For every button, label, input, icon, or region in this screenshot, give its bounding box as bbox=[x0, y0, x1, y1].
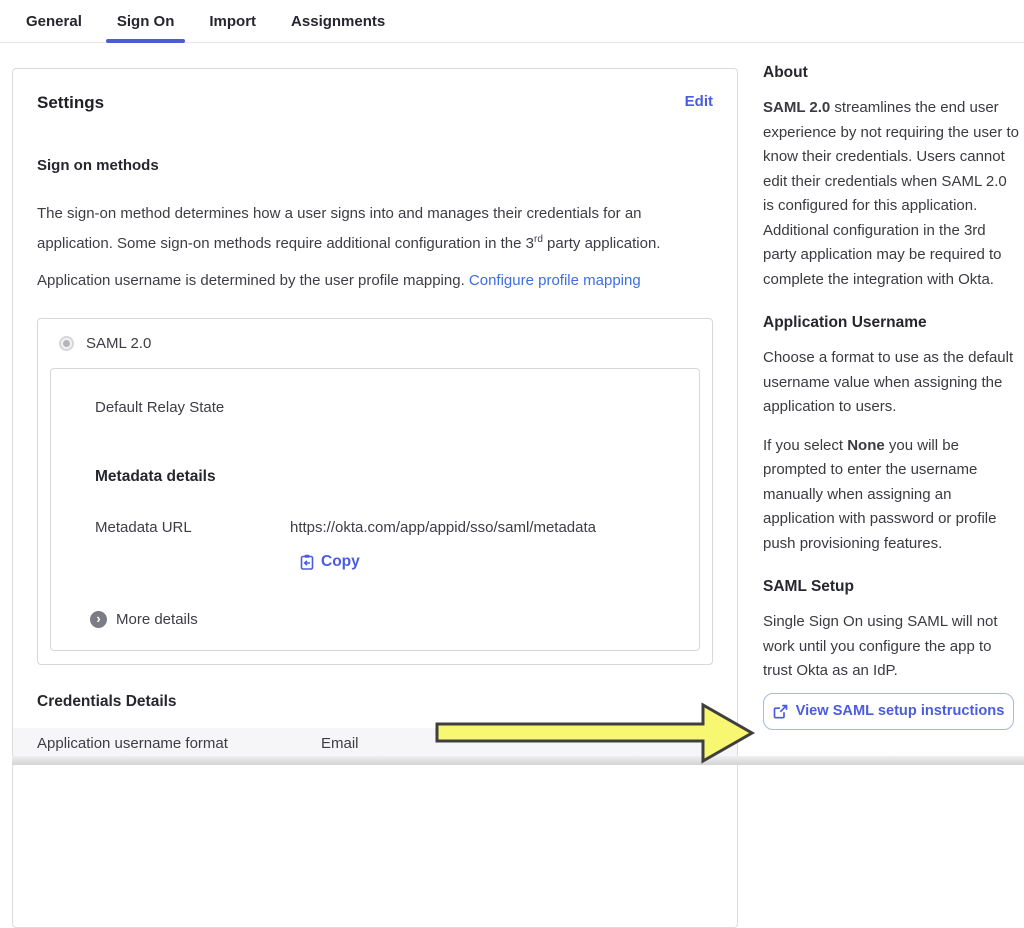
settings-card-header bbox=[13, 69, 737, 113]
metadata-url-row bbox=[95, 519, 679, 536]
tab-general[interactable]: General bbox=[26, 12, 82, 30]
external-link-icon bbox=[773, 704, 788, 719]
tab-import[interactable]: Import bbox=[209, 12, 257, 30]
clipboard-copy-icon bbox=[300, 554, 314, 570]
saml-radio-row[interactable] bbox=[50, 333, 700, 355]
metadata-details-heading: Metadata details bbox=[95, 467, 216, 485]
configure-profile-mapping-link[interactable]: Configure profile mapping bbox=[468, 272, 641, 289]
default-relay-state-label: Default Relay State bbox=[95, 398, 225, 416]
copy-button[interactable] bbox=[300, 553, 679, 571]
tab-sign-on[interactable]: Sign On bbox=[106, 0, 186, 42]
sign-on-methods-description: The sign-on method determines how a user signs into and manages their credentials for an application. Some sign-on methods require additional configuration in the 3rd party application. bbox=[37, 205, 661, 252]
chevron-circle-right-icon: › bbox=[90, 611, 107, 628]
sign-on-methods-heading: Sign on methods bbox=[37, 157, 159, 174]
ordinal-superscript: rd bbox=[533, 233, 543, 245]
saml-setup-heading: SAML Setup bbox=[763, 578, 854, 595]
application-username-format-value: Email bbox=[321, 734, 359, 752]
radio-dot bbox=[63, 340, 70, 347]
credentials-details-heading: Credentials Details bbox=[37, 692, 177, 710]
saml-radio-label: SAML 2.0 bbox=[86, 335, 152, 352]
username-mapping-text: Application username is determined by the user profile mapping. Configure profile mapping bbox=[37, 272, 641, 289]
page-title: Settings bbox=[37, 93, 105, 112]
app-tab-bar bbox=[0, 0, 1024, 43]
saml-setup-text: Single Sign On using SAML will not work until you configure the app to trust Okta as an IdP. bbox=[763, 613, 998, 679]
view-saml-setup-instructions-button[interactable] bbox=[763, 693, 1014, 730]
application-username-heading: Application Username bbox=[763, 314, 927, 331]
saml-details-box bbox=[50, 368, 700, 651]
view-saml-setup-instructions-label: View SAML setup instructions bbox=[795, 703, 1005, 719]
about-heading: About bbox=[763, 64, 808, 81]
more-details-toggle[interactable] bbox=[90, 611, 679, 628]
application-username-p1: Choose a format to use as the default username value when assigning the application to users. bbox=[763, 349, 1014, 415]
saml-radio-button[interactable] bbox=[59, 336, 74, 351]
about-text: SAML 2.0 streamlines the end user experience by not requiring the user to know their credentials. Users cannot edit their credentials when SAML 2.0 is configured for this application. Additional configuration in the 3rd party application may be required to complete the integration with Okta. bbox=[763, 99, 1019, 288]
metadata-url-value: https://okta.com/app/appid/sso/saml/metadata bbox=[290, 518, 596, 536]
saml-method-box bbox=[37, 318, 713, 665]
more-details-label: More details bbox=[116, 610, 198, 628]
application-username-p2: If you select None you will be prompted to enter the username manually when assigning an application with password or profile push provisioning features. bbox=[763, 436, 997, 552]
cutoff-row-strip bbox=[12, 756, 1024, 765]
credentials-table-row bbox=[13, 728, 737, 759]
copy-button-label: Copy bbox=[321, 552, 360, 570]
help-sidebar bbox=[763, 64, 1019, 730]
application-username-format-label: Application username format bbox=[37, 734, 228, 752]
edit-button[interactable]: Edit bbox=[684, 93, 713, 110]
settings-card bbox=[12, 68, 738, 928]
tab-assignments[interactable]: Assignments bbox=[291, 12, 386, 30]
metadata-url-label: Metadata URL bbox=[95, 518, 192, 536]
